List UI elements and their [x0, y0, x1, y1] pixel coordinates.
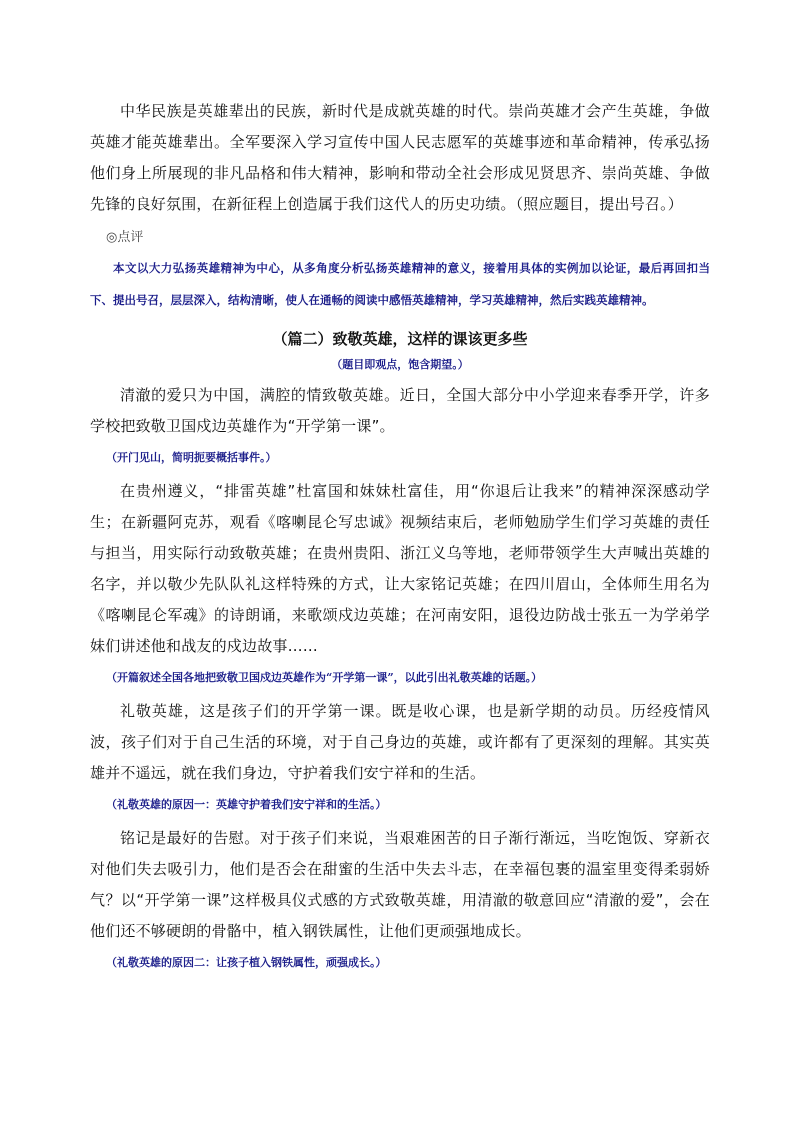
annotation-4: （礼敬英雄的原因二：让孩子植入钢铁属性，顽强成长。） [106, 956, 387, 969]
annotation-1: （开门见山，简明扼要概括事件。） [106, 451, 277, 464]
article-paragraph-4: 铭记是最好的告慰。对于孩子们来说，当艰难困苦的日子渐行渐远，当吃饱饭、穿新衣对他们失去吸引力，他们是否会在甜蜜的生活中失去斗志，在幸福包裹的温室里变得柔弱娇气？以“开学第一课”这样极具仪式感的方式致敬英雄，用清澈的敬意回应“清澈的爱”，会在他们还不够硬朗的骨骼中，植入钢铁属性，让他们更顽强地成长。 [90, 829, 710, 940]
conclusion-paragraph: 中华民族是英雄辈出的民族，新时代是成就英雄的时代。崇尚英雄才会产生英雄，争做英雄才能英雄辈出。全军要深入学习宣传中国人民志愿军的英雄事迹和革命精神，传承弘扬他们身上所展现的非凡品格和伟大精神，影响和带动全社会形成见贤思齐、崇尚英雄、争做先锋的良好氛围，在新征程上创造属于我们这代人的历史功绩。（照应题目，提出号召。） [90, 102, 710, 213]
annotation-3: （礼敬英雄的原因一：英雄守护着我们安宁祥和的生活。） [106, 798, 387, 811]
review-text: 本文以大力弘扬英雄精神为中心，从多角度分析弘扬英雄精神的意义，接着用具体的实例加以论证，最后再回扣当下、提出号召，层层深入，结构清晰，使人在通畅的阅读中感悟英雄精神，学习英雄精神，然后实践英雄精神。 [90, 261, 710, 307]
title-annotation: （题目即观点，饱含期望。） [331, 358, 469, 371]
annotation-2: （开篇叙述全国各地把致敬卫国戍边英雄作为“开学第一课”，以此引出礼敬英雄的话题。） [106, 671, 543, 684]
document-page [90, 96, 710, 981]
article-paragraph-2: 在贵州遵义，“排雷英雄”杜富国和妹妹杜富佳，用“你退后让我来”的精神深深感动学生；在新疆阿克苏，观看《喀喇昆仑写忠诚》视频结束后，老师勉励学生们学习英雄的责任与担当，用实际行动致敬英雄；在贵州贵阳、浙江义乌等地，老师带领学生大声喊出英雄的名字，并以敬少先队队礼这样特殊的方式，让大家铭记英雄；在四川眉山，全体师生用名为《喀喇昆仑军魂》的诗朗诵，来歌颂戍边英雄；在河南安阳，退役边防战士张五一为学弟学妹们讲述他和战友的戍边故事…… [90, 482, 710, 655]
article-title: （篇二）致敬英雄，这样的课该更多些 [272, 330, 528, 348]
article-paragraph-1: 清澈的爱只为中国，满腔的情致敬英雄。近日，全国大部分中小学迎来春季开学，许多学校把致敬卫国戍边英雄作为“开学第一课”。 [90, 386, 710, 435]
article-paragraph-3: 礼敬英雄，这是孩子们的开学第一课。既是收心课，也是新学期的动员。历经疫情风波，孩子们对于自己生活的环境，对于自己身边的英雄，或许都有了更深刻的理解。其实英雄并不遥远，就在我们身边，守护着我们安宁祥和的生活。 [90, 702, 710, 782]
review-label: ◎点评 [106, 230, 144, 245]
